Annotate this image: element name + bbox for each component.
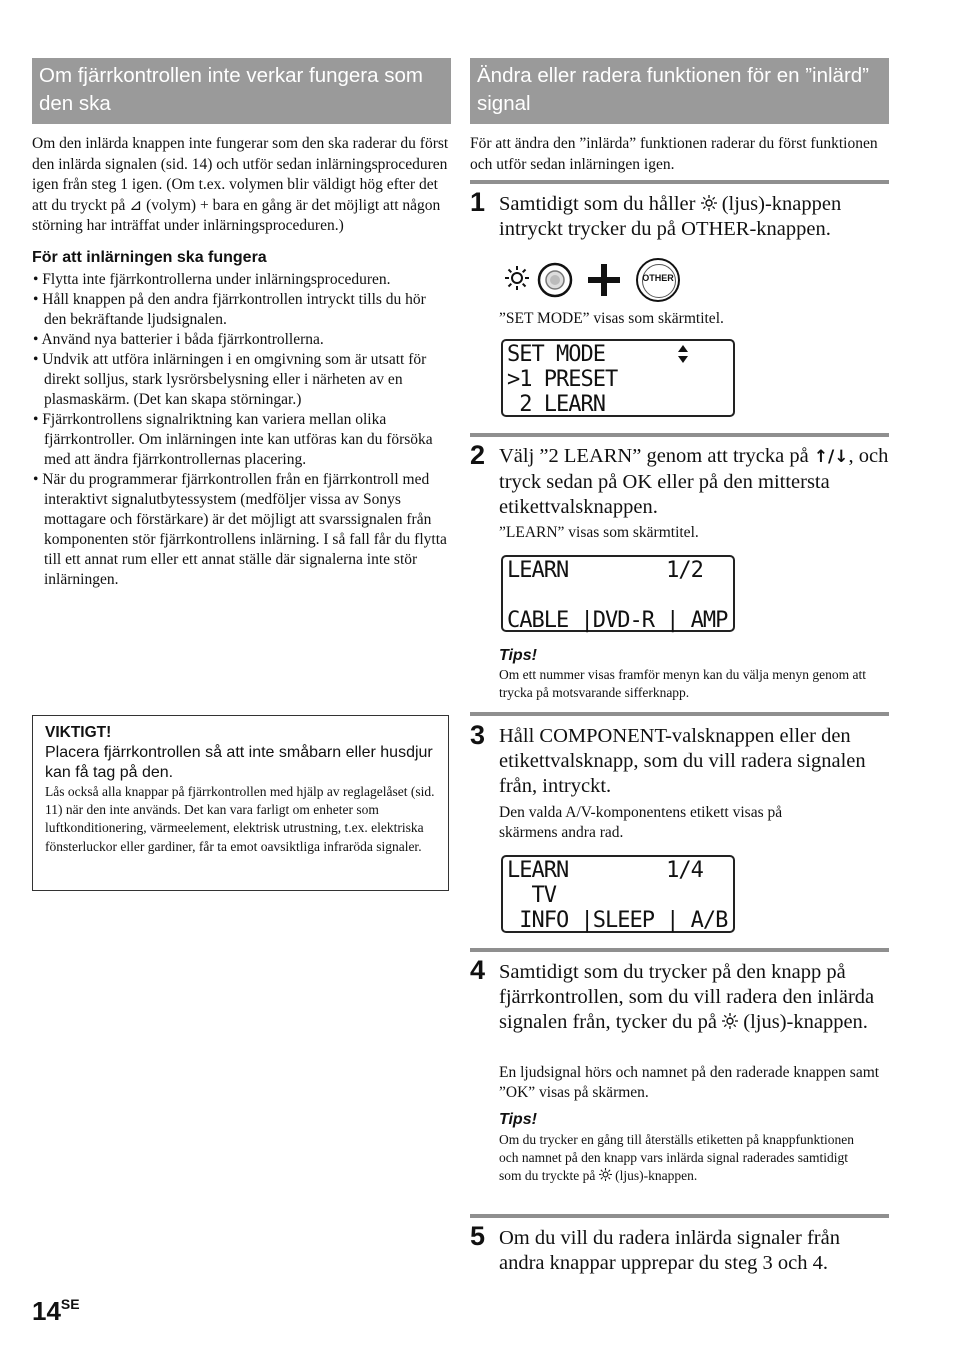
right-section-header: Ändra eller radera funktionen för en ”inlärd” signal <box>470 58 889 124</box>
important-title: VIKTIGT! <box>45 724 112 741</box>
step-number: 4 <box>470 955 486 985</box>
step-text-b: , och tryck sedan på OK eller på den mittersta etikettvalsknappen. <box>499 445 889 518</box>
step-text: Håll COMPONENT-valsknappen eller den etikettvalsknapp, som du vill radera signalen från, intryckt. <box>499 725 866 797</box>
page-number-value: 14 <box>32 1296 61 1326</box>
left-section-header: Om fjärrkontrollen inte verkar fungera som den ska <box>32 58 451 124</box>
step-text-b: (ljus)-knappen. <box>743 1011 868 1033</box>
important-main: Placera fjärrkontrollen så att inte småbarn eller husdjur kan få tag på den. <box>45 744 433 781</box>
lcd-line: LEARN 1/4 <box>507 858 703 883</box>
left-column <box>32 58 451 590</box>
tips-text-a: Om du trycker en gång till återställs etiketten på knappfunktionen och namnet på den knapp vars inlärda signal raderades samtidigt som du tryckte på <box>499 1132 855 1184</box>
updown-arrow-icon <box>677 344 689 364</box>
step-divider <box>470 948 889 952</box>
light-icon <box>504 263 534 293</box>
left-subheading: För att inlärningen ska fungera <box>32 248 267 266</box>
light-icon <box>722 1013 738 1029</box>
list-item: • När du programmerar fjärrkontrollen från en fjärrkontroll med interaktivt signalutbytessystem (medföljer vissa av Sonys mottagare och förstärkare) är det möjligt att svarssignalen från komponenten stör fjärrkontrollens inlärning. I så fall får du flytta till ett annat rum eller ett annat ställe där signalerna inte stör inlärningen. <box>33 470 447 588</box>
light-icon <box>599 1168 612 1181</box>
list-item: • Flytta inte fjärrkontrollerna under inlärningsproceduren. <box>33 270 391 288</box>
step-divider <box>470 1214 889 1218</box>
updown-arrow-icon: ↑/↓ <box>813 447 849 467</box>
button-illustration <box>500 258 690 304</box>
plus-icon <box>586 262 622 298</box>
other-button-icon <box>636 258 680 302</box>
light-icon <box>701 195 717 211</box>
step-text <box>499 960 889 1035</box>
tips-list <box>32 270 451 590</box>
step-note: ”SET MODE” visas som skärmtitel. <box>499 310 724 327</box>
step-text-a: Samtidigt som du trycker på den knapp på fjärrkontrollen, som du vill radera den inlärda signalen från, tycker du på <box>499 961 875 1033</box>
important-box <box>32 715 449 891</box>
lcd-line: >1 PRESET <box>507 367 618 392</box>
list-item: • Håll knappen på den andra fjärrkontrollen intryckt tills du hör den bekräftande ljudsignalen. <box>33 290 426 328</box>
tips-label: Tips! <box>499 647 537 664</box>
lcd-line: INFO |SLEEP | A/B <box>507 908 728 933</box>
lcd-line: TV <box>507 883 556 908</box>
step-note: ”LEARN” visas som skärmtitel. <box>499 524 699 541</box>
step-divider <box>470 712 889 716</box>
step-text: Om du vill du radera inlärda signaler från andra knappar upprepar du steg 3 och 4. <box>499 1227 840 1274</box>
step-text <box>499 192 894 242</box>
step-number: 5 <box>470 1221 486 1251</box>
tips-label: Tips! <box>499 1111 537 1128</box>
lcd-line: 2 LEARN <box>507 392 605 417</box>
step-number: 3 <box>470 720 486 750</box>
lcd-line: CABLE |DVD-R | AMP <box>507 608 728 633</box>
lcd-line: SET MODE <box>507 342 605 367</box>
step-text-b: (ljus)-knappen intryckt trycker du på OTHER-knappen. <box>499 193 842 240</box>
step-divider <box>470 433 889 437</box>
page-number-suffix: SE <box>60 1296 80 1312</box>
right-column <box>470 58 889 175</box>
tips-text-b: (ljus)-knappen. <box>615 1168 698 1184</box>
lcd-screen-learn-2 <box>501 855 735 933</box>
step-note: En ljudsignal hörs och namnet på den raderade knappen samt ”OK” visas på skärmen. <box>499 1064 880 1101</box>
tips-text: Om ett nummer visas framför menyn kan du välja menyn genom att trycka på motsvarande sifferknapp. <box>499 667 867 701</box>
tips-text <box>499 1131 859 1186</box>
step-note: Den valda A/V-komponentens etikett visas på skärmens andra rad. <box>499 804 783 841</box>
list-item: • Använd nya batterier i båda fjärrkontrollerna. <box>33 330 324 348</box>
lcd-screen-set-mode <box>501 339 735 417</box>
right-intro: För att ändra den ”inlärda” funktionen raderar du först funktionen och utför sedan inlärningen igen. <box>470 135 878 173</box>
step-text <box>499 444 894 520</box>
step-number: 1 <box>470 187 486 217</box>
other-button-label: OTHER <box>642 273 674 283</box>
step-number: 2 <box>470 440 486 470</box>
lcd-screen-learn-1 <box>501 555 735 632</box>
list-item: • Fjärrkontrollens signalriktning kan variera mellan olika fjärrkontroller. Om inlärningen inte kan utföras kan du försöka med att ändra fjärrkontrollernas placering. <box>33 410 433 468</box>
lcd-line: LEARN 1/2 <box>507 558 703 583</box>
step-text-a: Samtidigt som du håller <box>499 193 696 215</box>
page-number <box>32 1296 80 1327</box>
important-detail: Lås också alla knappar på fjärrkontrollen med hjälp av reglagelåset (sid. 11) när den inte används. Det kan vara farligt om enheter som luftkonditionering, värmeelement, elektrisk utrustning, t.ex. elektriska fönsterluckor eller gardiner, får ta emot oavsiktliga infraröda signaler. <box>45 784 435 854</box>
light-button-icon <box>536 261 574 299</box>
lcd-line <box>507 583 729 608</box>
step-divider <box>470 180 889 184</box>
list-item: • Undvik att utföra inlärningen i en omgivning som är utsatt för direkt solljus, stark lysrörsbelysning eller i närheten av en plasmaskärm. (Det kan skapa störningar.) <box>33 350 427 408</box>
step-text-a: Välj ”2 LEARN” genom att trycka på <box>499 445 809 467</box>
left-intro: Om den inlärda knappen inte fungerar som den ska raderar du först den inlärda signalen (sid. 14) och utför sedan inlärningsproceduren igen från steg 1 igen. (Om t.ex. volymen blir väldigt hög efter det att du tryckt på ⊿ (volym) + bara en gång är det möjligt att någon störning har inträffat under inlärningsproceduren.) <box>32 135 449 235</box>
